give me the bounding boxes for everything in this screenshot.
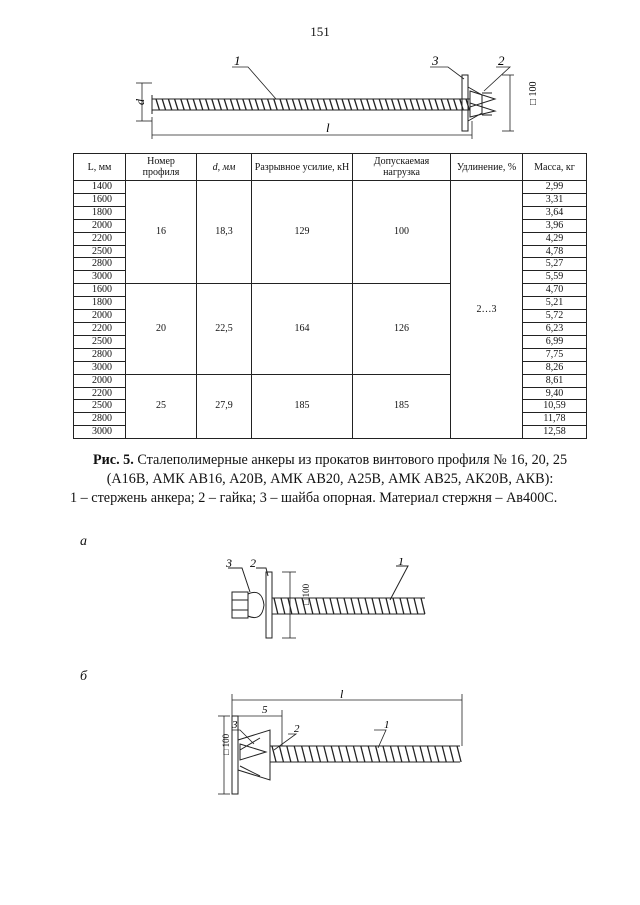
cell-elongation: 2…3 [451,181,523,439]
cell-mass: 5,72 [523,310,587,323]
cell-length: 2500 [74,335,126,348]
cell-load: 100 [353,181,451,284]
anchor-drawing-top [130,55,550,150]
cell-mass: 4,78 [523,245,587,258]
cell-length: 3000 [74,271,126,284]
cell-force: 185 [252,374,353,439]
header-profile: Номер профиля [126,154,197,181]
header-elongation: Удлинение, % [451,154,523,181]
callout-b-3: 3 [232,719,238,731]
anchor-drawing-b [210,690,480,805]
callout-a-1: 1 [398,558,404,568]
subfigure-a-label: а [80,534,87,549]
caption-line1: Сталеполимерные анкеры из прокатов винтового профиля № 16, 20, 25 [133,452,568,468]
cell-length: 1400 [74,181,126,194]
cell-mass: 12,58 [523,426,587,439]
cell-length: 3000 [74,426,126,439]
cell-length: 2500 [74,400,126,413]
cell-mass: 10,59 [523,400,587,413]
cell-length: 2200 [74,322,126,335]
square-100-label-b: □ 100 [221,733,231,755]
subfigure-b-label: б [80,669,88,684]
cell-mass: 2,99 [523,181,587,194]
cell-mass: 6,99 [523,335,587,348]
cell-d: 22,5 [197,284,252,374]
cell-length: 2000 [74,219,126,232]
cell-mass: 7,75 [523,348,587,361]
cell-length: 2800 [74,413,126,426]
cell-profile: 20 [126,284,197,374]
cell-mass: 8,26 [523,361,587,374]
square-100-label: □ 100 [528,81,539,105]
cell-mass: 9,40 [523,387,587,400]
table-header-row [74,154,587,181]
cell-length: 1600 [74,284,126,297]
cell-mass: 5,27 [523,258,587,271]
cell-profile: 25 [126,374,197,439]
anchor-spec-table [73,153,587,439]
cell-length: 2200 [74,387,126,400]
cell-mass: 5,59 [523,271,587,284]
cell-length: 2800 [74,258,126,271]
caption-line2: (А16В, АМК АВ16, А20В, АМК АВ20, А25В, АМК АВ25, АК20В, АКВ): [106,471,554,487]
cell-length: 1800 [74,206,126,219]
dimension-5-label: 5 [262,704,268,716]
cell-length: 1600 [74,193,126,206]
cell-mass: 6,23 [523,322,587,335]
cell-length: 2800 [74,348,126,361]
cell-force: 129 [252,181,353,284]
callout-a-2: 2 [250,558,256,570]
callout-a-3: 3 [226,558,232,570]
cell-length: 2200 [74,232,126,245]
callout-2: 2 [498,55,505,68]
header-mass: Масса, кг [523,154,587,181]
header-force: Разрывное усилие, кН [252,154,353,181]
cell-load: 185 [353,374,451,439]
dimension-l-label-b: l [340,690,344,701]
cell-d: 18,3 [197,181,252,284]
header-length: L, мм [74,154,126,181]
cell-length: 1800 [74,297,126,310]
cell-profile: 16 [126,181,197,284]
cell-mass: 4,70 [523,284,587,297]
callout-3: 3 [432,55,439,68]
anchor-rod [152,95,470,114]
cell-length: 3000 [74,361,126,374]
cell-length: 2500 [74,245,126,258]
callout-b-1: 1 [384,719,390,731]
caption-line3: 1 – стержень анкера; 2 – гайка; 3 – шайба опорная. Материал стержня – Ав400С. [70,490,558,506]
callout-b-2: 2 [294,723,300,735]
cell-mass: 8,61 [523,374,587,387]
cell-mass: 5,21 [523,297,587,310]
header-load: Допускаемая нагрузка [353,154,451,181]
page-number: 151 [310,24,330,39]
cell-mass: 3,96 [523,219,587,232]
table-row [74,181,587,194]
figure-caption [70,451,590,508]
caption-fig-label: Рис. 5. [92,452,134,468]
cell-load: 126 [353,284,451,374]
cell-mass: 4,29 [523,232,587,245]
header-d: d, мм [197,154,252,181]
callout-1: 1 [234,55,241,68]
anchor-drawing-a [220,558,480,658]
cell-mass: 3,64 [523,206,587,219]
cell-d: 27,9 [197,374,252,439]
cell-force: 164 [252,284,353,374]
dimension-d-label: d [133,99,147,105]
cell-mass: 11,78 [523,413,587,426]
cell-length: 2000 [74,310,126,323]
cell-mass: 3,31 [523,193,587,206]
dimension-l-label: l [326,120,330,135]
cell-length: 2000 [74,374,126,387]
square-100-label-a: □ 100 [301,583,311,605]
